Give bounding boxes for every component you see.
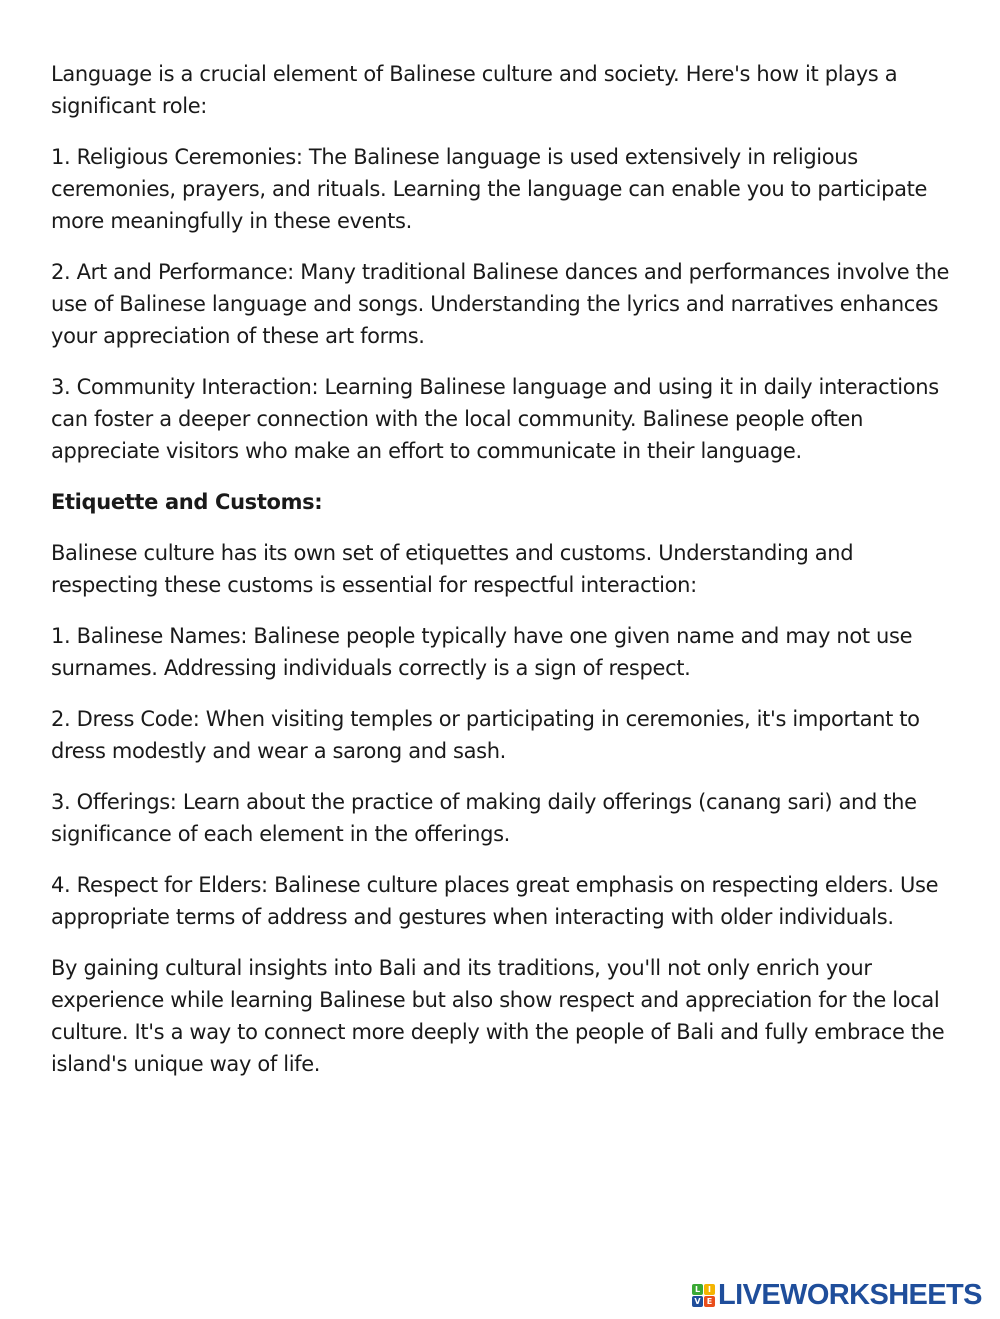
dress-code-paragraph: 2. Dress Code: When visiting temples or participating in ceremonies, it's important to dress modestly and wear a sarong and sash. — [51, 707, 920, 763]
logo-mark-icon — [692, 1284, 715, 1307]
liveworksheets-logo[interactable] — [692, 1279, 982, 1311]
logo-mark-letter: V — [692, 1296, 703, 1307]
logo-mark-letter: L — [692, 1284, 703, 1295]
offerings-paragraph: 3. Offerings: Learn about the practice of making daily offerings (canang sari) and the significance of each element in the offerings. — [51, 790, 917, 846]
logo-mark-letter: E — [704, 1296, 715, 1307]
respect-elders-paragraph: 4. Respect for Elders: Balinese culture places great emphasis on respecting elders. Use appropriate terms of address and gestures when interacting with older individuals. — [51, 873, 939, 929]
etiquette-heading: Etiquette and Customs: — [51, 490, 323, 514]
balinese-names-paragraph: 1. Balinese Names: Balinese people typically have one given name and may not use surnames. Addressing individuals correctly is a sign of respect. — [51, 624, 913, 680]
document-body — [51, 58, 956, 1099]
intro-paragraph: Language is a crucial element of Balinese culture and society. Here's how it plays a significant role: — [51, 62, 898, 118]
art-performance-paragraph: 2. Art and Performance: Many traditional Balinese dances and performances involve the use of Balinese language and songs. Understanding the lyrics and narratives enhances your appreciation of these art forms. — [51, 260, 950, 348]
logo-text: LIVEWORKSHEETS — [718, 1278, 982, 1311]
etiquette-intro-paragraph: Balinese culture has its own set of etiquettes and customs. Understanding and respecting these customs is essential for respectful interaction: — [51, 541, 854, 597]
community-interaction-paragraph: 3. Community Interaction: Learning Balinese language and using it in daily interactions can foster a deeper connection with the local community. Balinese people often appreciate visitors who make an effort to communicate in their language. — [51, 375, 939, 463]
conclusion-paragraph: By gaining cultural insights into Bali and its traditions, you'll not only enrich your experience while learning Balinese but also show respect and appreciation for the local culture. It's a way to connect more deeply with the people of Bali and fully embrace the island's unique way of life. — [51, 956, 945, 1076]
logo-mark-letter: I — [704, 1284, 715, 1295]
religious-ceremonies-paragraph: 1. Religious Ceremonies: The Balinese language is used extensively in religious ceremonies, prayers, and rituals. Learning the language can enable you to participate more meaningfully in these events. — [51, 145, 928, 233]
